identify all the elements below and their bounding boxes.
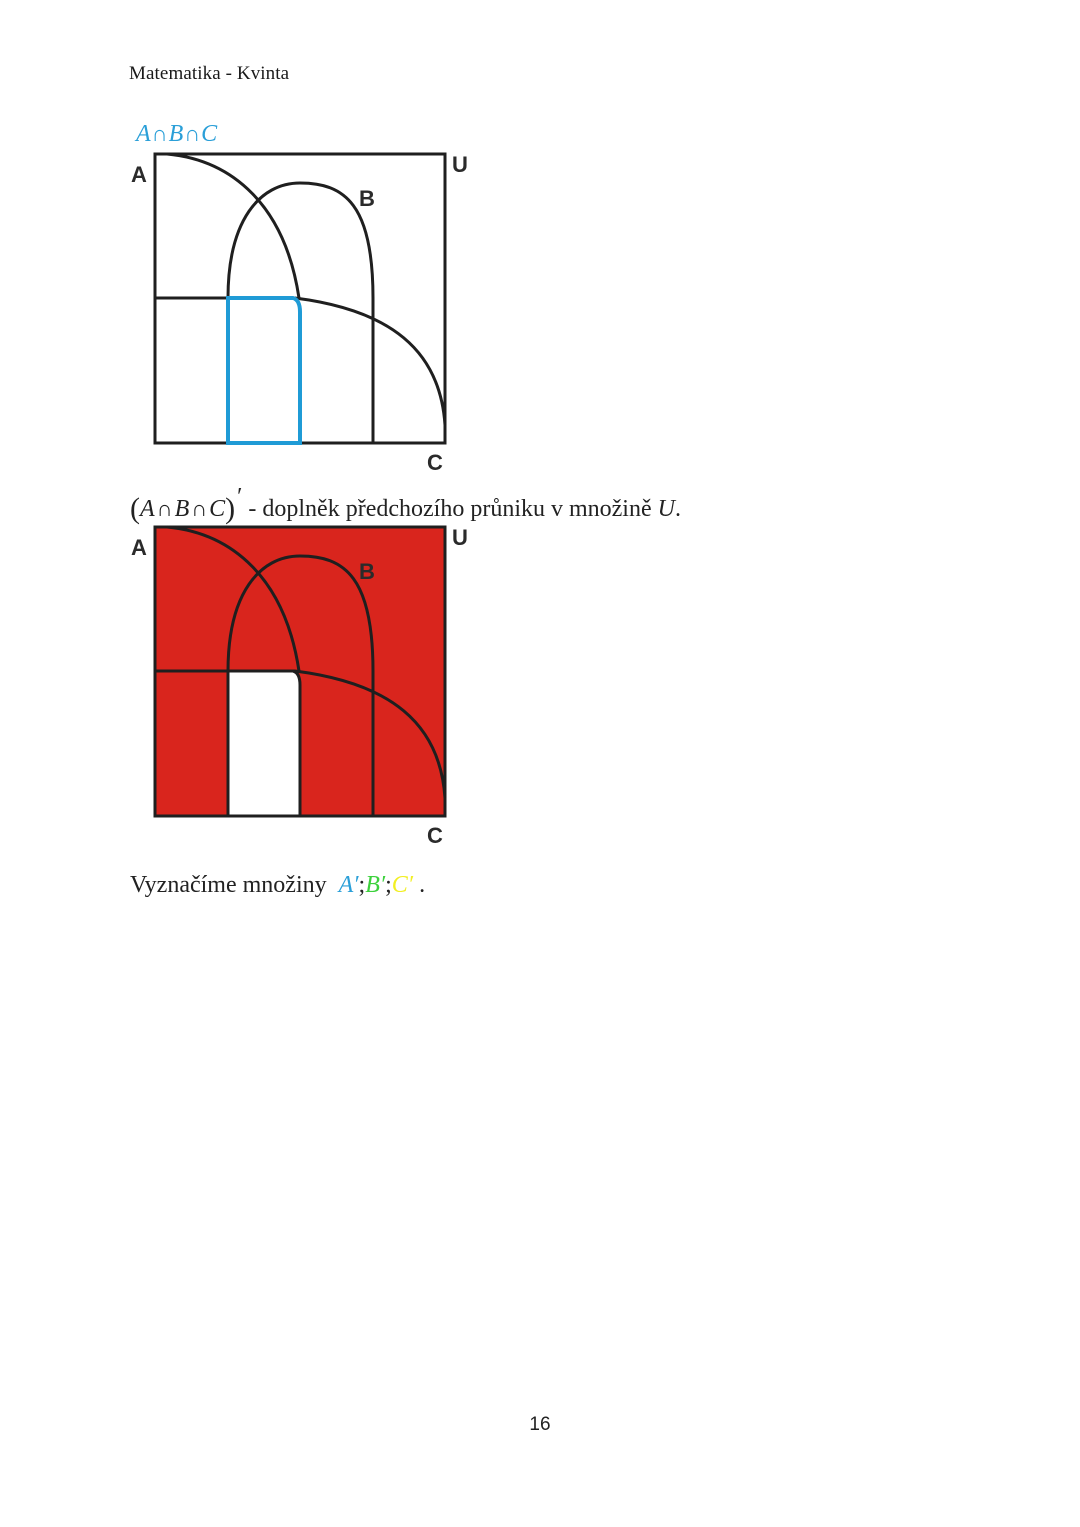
complement-description xyxy=(130,484,681,526)
set-b: B xyxy=(168,121,184,147)
set-a: A xyxy=(136,121,151,147)
label-a: A xyxy=(131,535,147,560)
period: . xyxy=(419,872,426,898)
set-b: B xyxy=(174,496,190,522)
label-b: B xyxy=(359,559,375,584)
set-c: C xyxy=(209,496,226,522)
label-b: B xyxy=(359,186,375,211)
label-c: C xyxy=(427,823,443,848)
a-complement: A′ xyxy=(338,872,359,898)
label-c: C xyxy=(427,450,443,475)
intersection-hole xyxy=(228,671,300,816)
set-c: C xyxy=(201,121,218,147)
open-paren: ( xyxy=(130,492,140,525)
description-text: - doplněk předchozího průniku v množině xyxy=(248,496,652,522)
c-complement: C′ xyxy=(391,872,414,898)
page-header: Matematika - Kvinta xyxy=(129,63,290,84)
close-paren: ) xyxy=(225,492,236,525)
label-u: U xyxy=(452,152,468,177)
venn-diagram-complement xyxy=(131,525,468,848)
intersection-symbol: ∩ xyxy=(184,121,201,146)
separator: ; xyxy=(358,872,366,898)
complements-instruction xyxy=(130,872,425,899)
venn-diagram-intersection xyxy=(131,152,468,475)
intersection-symbol: ∩ xyxy=(191,496,208,521)
set-a: A xyxy=(140,496,155,522)
prime-mark: ′ xyxy=(237,484,243,510)
b-complement: B′ xyxy=(365,872,386,898)
set-u: U xyxy=(657,496,675,522)
period: . xyxy=(674,496,681,522)
separator: ; xyxy=(385,872,392,898)
intersection-symbol: ∩ xyxy=(156,496,173,521)
intersection-symbol: ∩ xyxy=(151,121,168,146)
label-a: A xyxy=(131,162,147,187)
instruction-text: Vyznačíme množiny xyxy=(130,872,327,898)
page-number: 16 xyxy=(529,1414,551,1435)
label-u: U xyxy=(452,525,468,550)
